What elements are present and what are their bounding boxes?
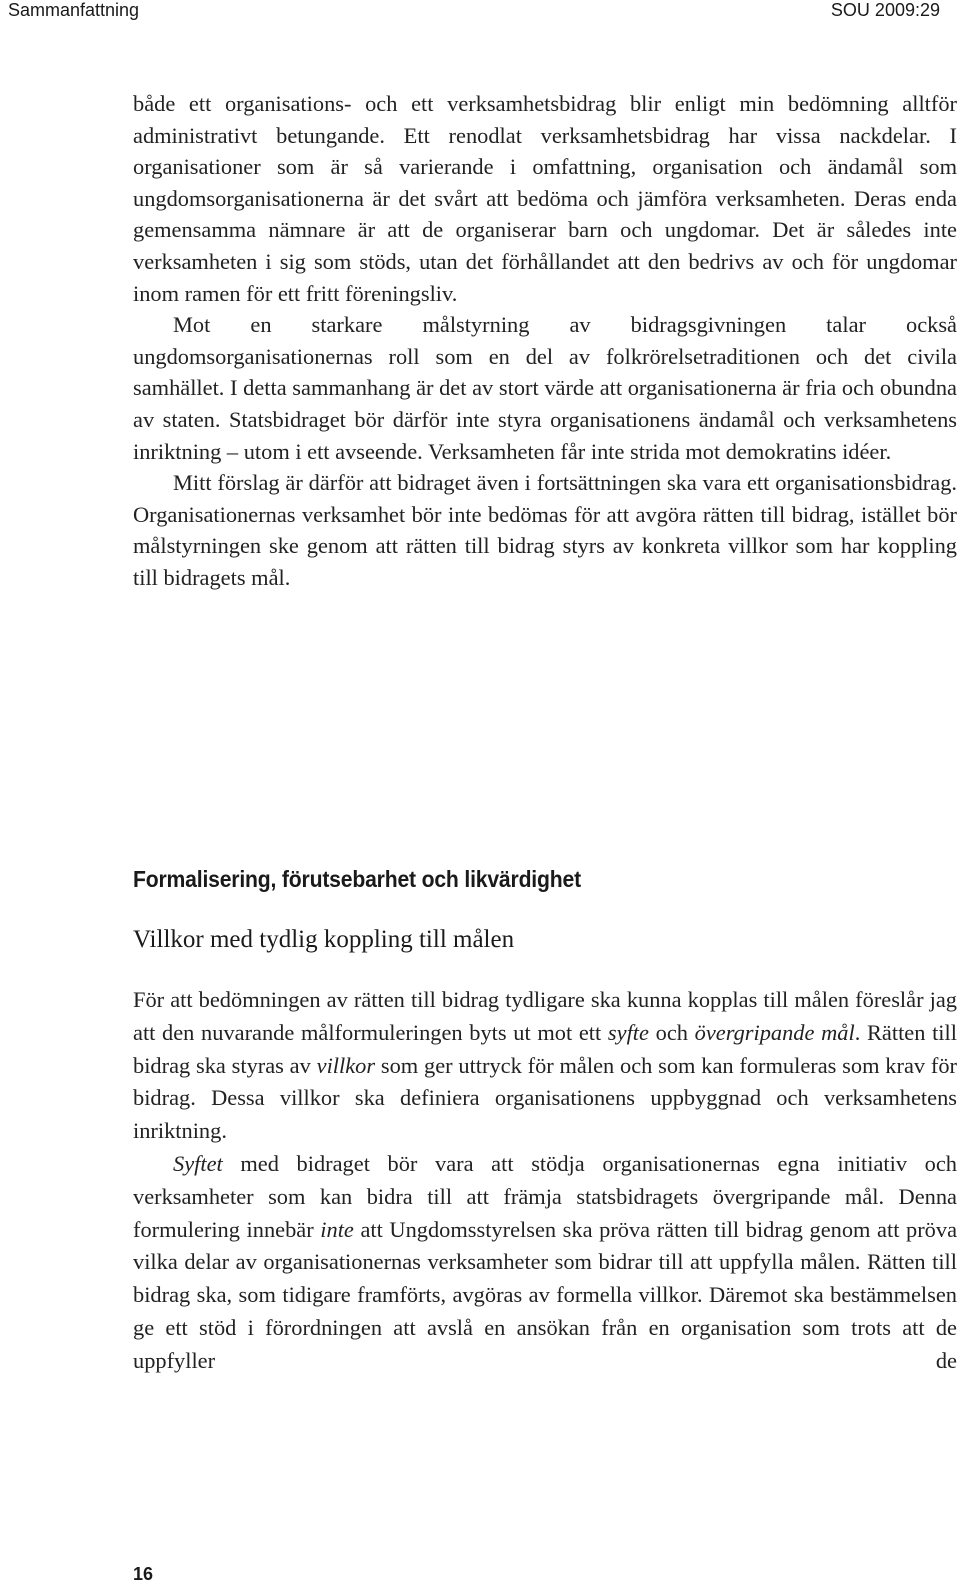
body-text-block-2 [133, 984, 957, 1378]
body-text-block-1 [133, 88, 957, 594]
running-header-section: Sammanfattning [8, 0, 140, 20]
paragraph: Mot en starkare målstyrning av bidragsgivningen talar också ungdomsorganisationernas roll som en del av folkrörelsetraditionen och det civila samhället. I detta sammanhang är det av stort värde att organisationerna är fria och obundna av staten. Statsbidraget bör därför inte styra organisationens ändamål och verksamhetens inriktning – utom i ett avseende. Verksamheten får inte strida mot demokratins idéer. [133, 312, 957, 464]
text-run: med bidraget bör vara att stödja organisationernas egna initiativ och verksamheter som kan bidra till att främja statsbidragets övergripande mål. Denna formulering innebär [133, 1150, 957, 1242]
emphasis: inte [320, 1216, 354, 1242]
text-run: . Rätten till bidrag ska styras av [133, 1019, 957, 1078]
text-run: och [648, 1019, 695, 1045]
emphasis: övergripande mål [694, 1019, 855, 1045]
page-number: 16 [133, 1564, 154, 1584]
text-run: För att bedömningen av rätten till bidrag tydligare ska kunna kopplas till målen föreslår jag att den nuvarande målformuleringen byts ut mot ett [133, 987, 957, 1045]
paragraph [133, 1148, 957, 1378]
section-heading: Formalisering, förutsebarhet och likvärdighet [133, 866, 581, 892]
paragraph: både ett organisations- och ett verksamhetsbidrag blir enligt min bedömning alltför administrativt betungande. Ett renodlat verksamhetsbidrag har vissa nackdelar. I organisationer som är så varierande i omfattning, organisation och ändamål som ungdomsorganisationerna är det svårt att bedöma och jämföra verksamheten. Deras enda gemensamma nämnare är att de organiserar barn och ungdomar. Det är således inte verksamheten i sig som stöds, utan det förhållandet att den bedrivs av och för ungdomar inom ramen för ett fritt föreningsliv. [133, 91, 957, 306]
text-run: att Ungdomsstyrelsen ska pröva rätten till bidrag genom att pröva vilka delar av organisationernas verksamheter som bidrar till att uppfylla målen. Rätten till bidrag ska, som tidigare framförts, avgöras av formella villkor. Däremot ska bestämmelsen ge ett stöd i förordningen att avslå en ansökan från en organisation som trots att de uppfyller de [133, 1216, 958, 1373]
subsection-heading: Villkor med tydlig koppling till målen [133, 926, 515, 953]
paragraph [133, 984, 957, 1148]
paragraph: Mitt förslag är därför att bidraget även i fortsättningen ska vara ett organisationsbidrag. Organisationernas verksamhet bör inte bedömas för att avgöra rätten till bidrag, istället bör målstyrningen ske genom att rätten till bidrag styrs av konkreta villkor som har koppling till bidragets mål. [133, 470, 957, 590]
text-run: som ger uttryck för målen och som kan formuleras som krav för bidrag. Dessa villkor ska definiera organisationens uppbyggnad och verksamhetens inriktning. [133, 1052, 958, 1144]
emphasis: Syftet [173, 1150, 223, 1176]
emphasis: syfte [607, 1019, 649, 1045]
emphasis: villkor [316, 1052, 376, 1078]
running-header [8, 0, 952, 24]
running-header-document-id: SOU 2009:29 [830, 0, 940, 20]
